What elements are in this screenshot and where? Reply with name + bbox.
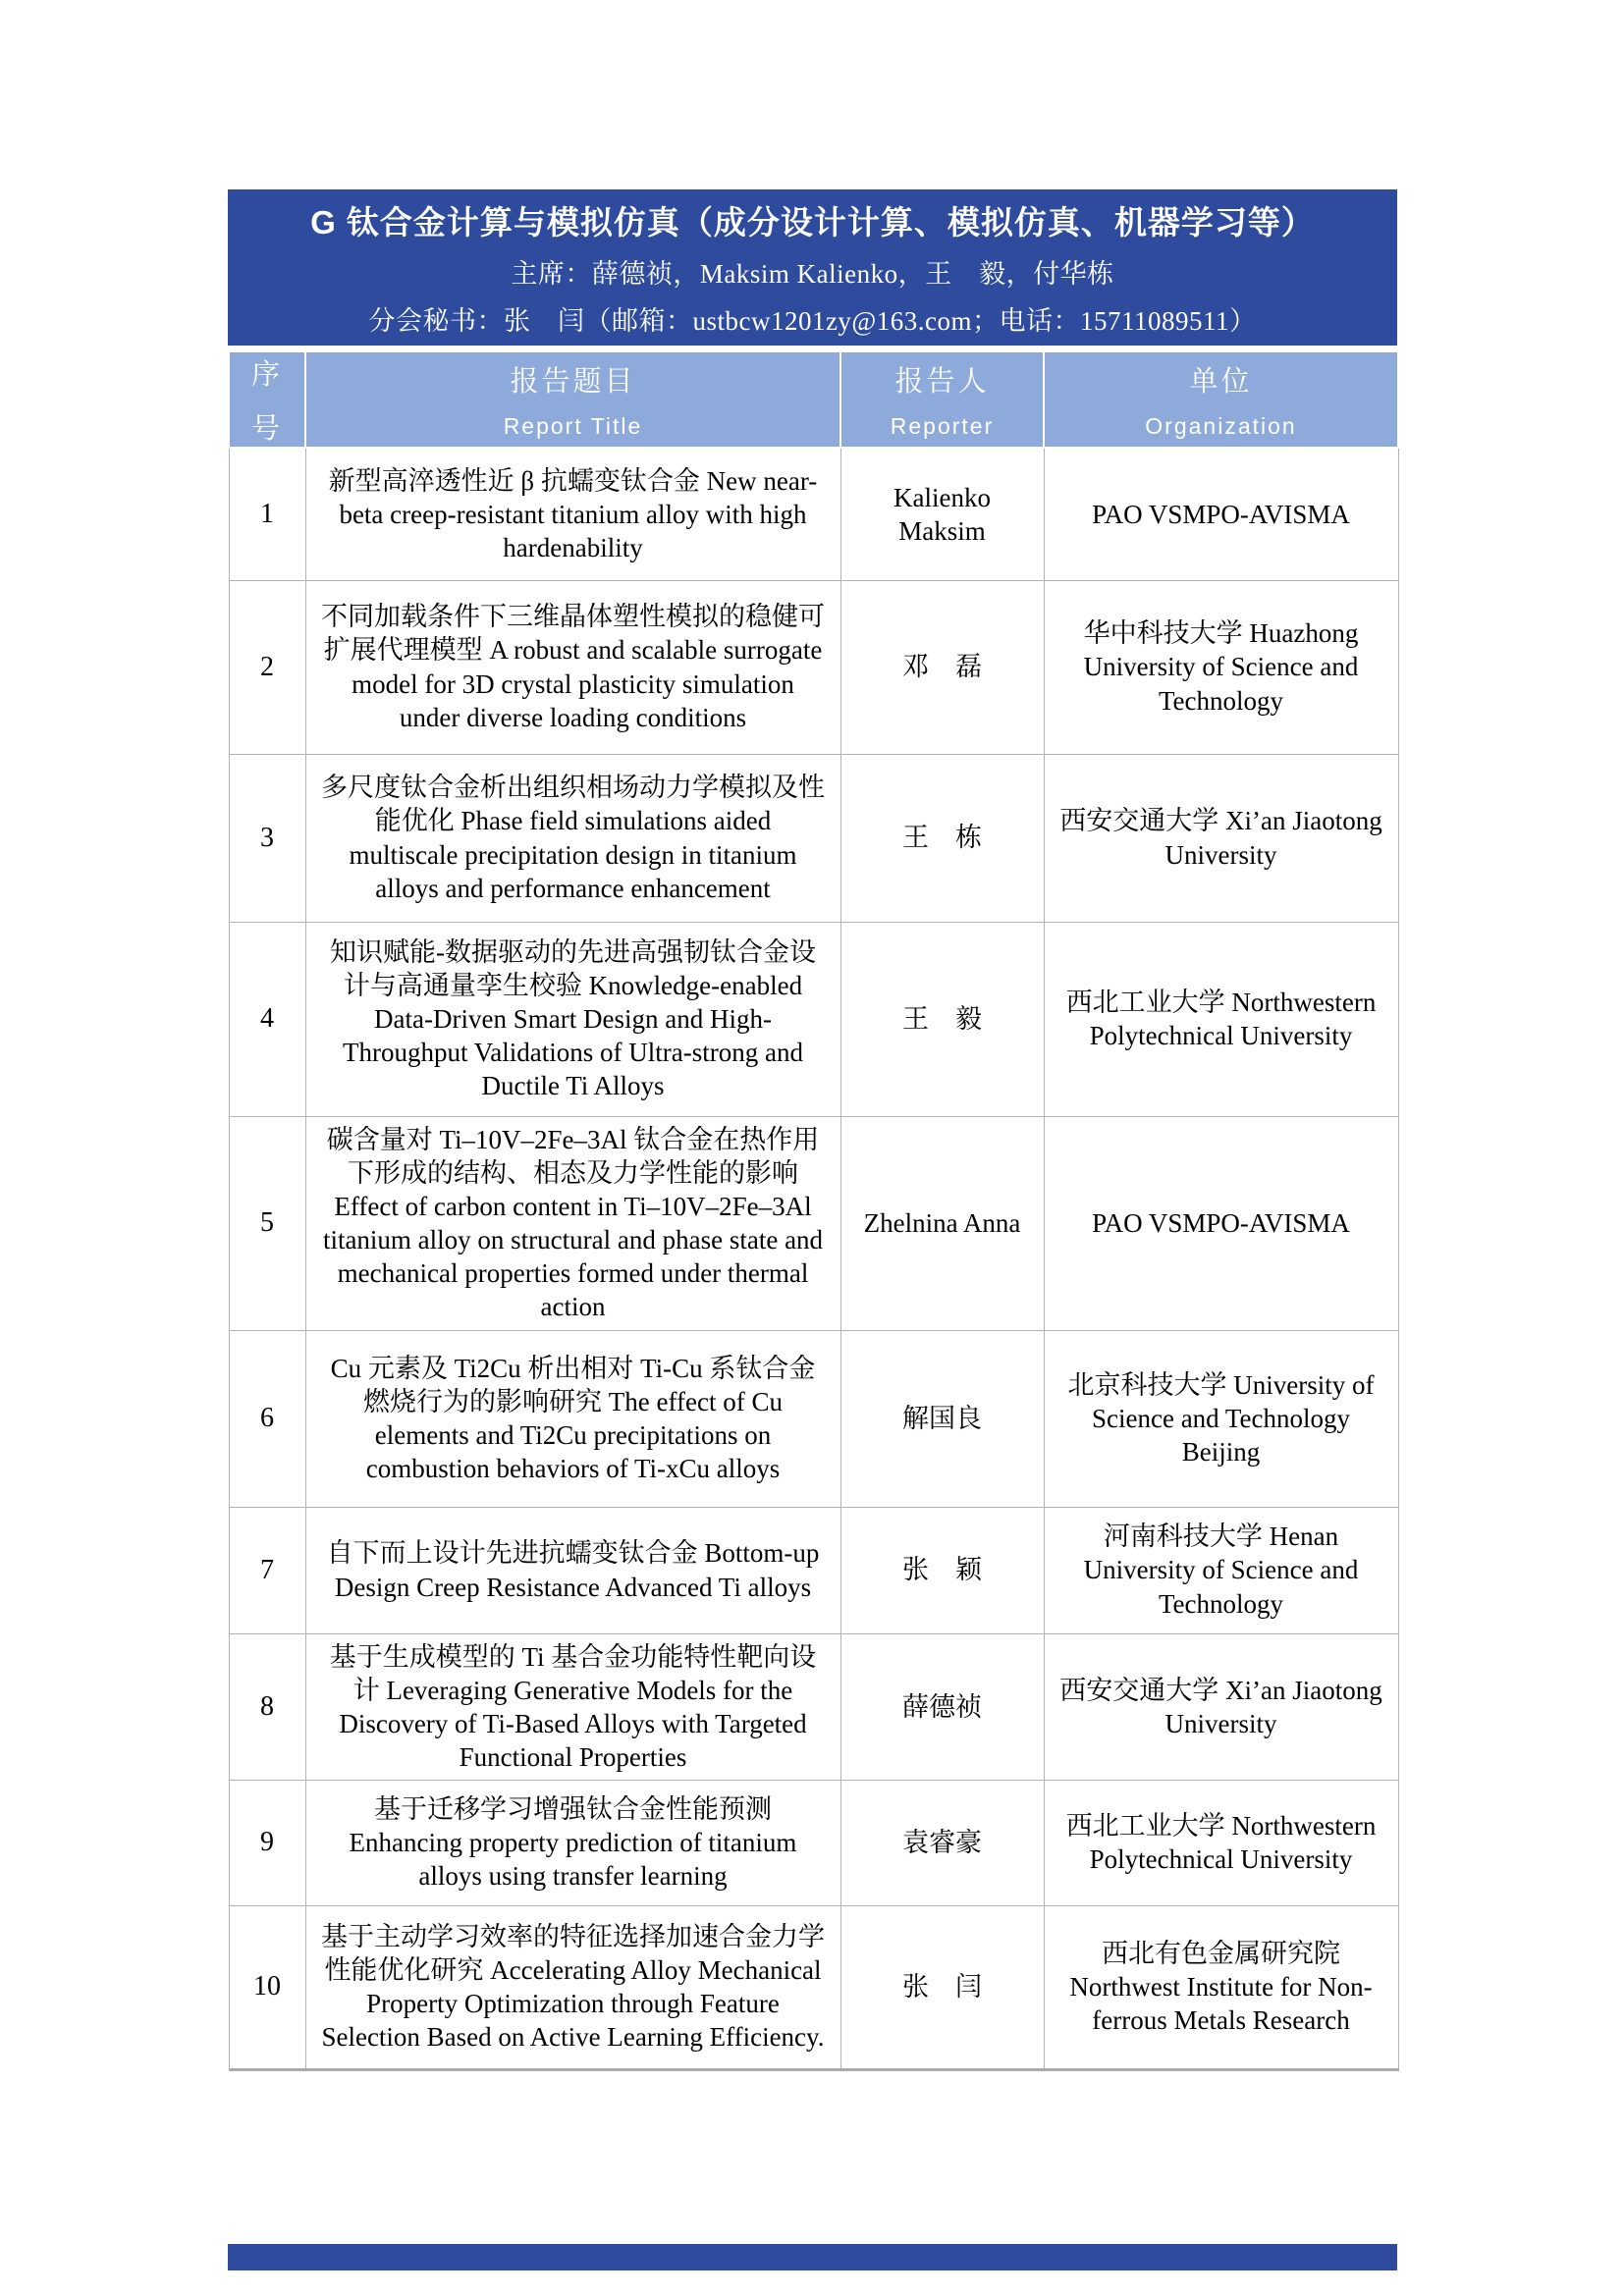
cell-organization: 西北工业大学 Northwestern Polytechnical University xyxy=(1044,922,1398,1116)
cell-report-title: 碳含量对 Ti–10V–2Fe–3Al 钛合金在热作用下形成的结构、相态及力学性能的影响 Effect of carbon content in Ti–10V–2Fe–3Al titanium alloy on structural and phase state and mechanical properties formed under thermal action xyxy=(305,1116,840,1330)
cell-reporter: 王 栋 xyxy=(840,754,1044,922)
col-header-reporter-en: Reporter xyxy=(890,413,995,439)
session-chairs: 主席：薛德祯，Maksim Kalienko，王 毅，付华栋 xyxy=(511,259,1114,289)
cell-report-title: 基于生成模型的 Ti 基合金功能特性靶向设计 Leveraging Generative Models for the Discovery of Ti-Based Alloys with Targeted Functional Properties xyxy=(305,1633,840,1780)
table-row xyxy=(229,1905,1398,2069)
cell-organization: 西北有色金属研究院 Northwest Institute for Non-ferrous Metals Research xyxy=(1044,1905,1398,2069)
cell-index: 3 xyxy=(229,754,305,922)
cell-index: 4 xyxy=(229,922,305,1116)
cell-reporter: 张 颖 xyxy=(840,1507,1044,1633)
col-header-report-title-en: Report Title xyxy=(503,413,643,439)
table-row xyxy=(229,580,1398,754)
program-table xyxy=(228,350,1399,2071)
cell-reporter: 解国良 xyxy=(840,1330,1044,1507)
table-header-row xyxy=(229,351,1398,448)
cell-index: 9 xyxy=(229,1780,305,1905)
cell-reporter: 薛德祯 xyxy=(840,1633,1044,1780)
cell-reporter: 张 闫 xyxy=(840,1905,1044,2069)
cell-index: 1 xyxy=(229,448,305,580)
next-section-header-bar-cutoff xyxy=(228,2244,1397,2270)
table-row xyxy=(229,1330,1398,1507)
table-row xyxy=(229,754,1398,922)
cell-organization: 华中科技大学 Huazhong University of Science and Technology xyxy=(1044,580,1398,754)
cell-report-title: 基于迁移学习增强钛合金性能预测 Enhancing property prediction of titanium alloys using transfer learning xyxy=(305,1780,840,1905)
cell-reporter: 王 毅 xyxy=(840,922,1044,1116)
table-row xyxy=(229,1507,1398,1633)
col-header-organization-en: Organization xyxy=(1145,413,1297,439)
col-header-report-title xyxy=(305,351,840,448)
col-header-index-zh-2: 号 xyxy=(250,413,283,445)
cell-index: 8 xyxy=(229,1633,305,1780)
cell-reporter: Zhelnina Anna xyxy=(840,1116,1044,1330)
col-header-reporter-zh: 报告人 xyxy=(894,366,990,398)
col-header-organization-zh: 单位 xyxy=(1189,366,1253,398)
session-title: G 钛合金计算与模拟仿真（成分设计计算、模拟仿真、机器学习等） xyxy=(310,204,1315,240)
cell-report-title: 自下而上设计先进抗蠕变钛合金 Bottom-up Design Creep Resistance Advanced Ti alloys xyxy=(305,1507,840,1633)
cell-organization: 北京科技大学 University of Science and Technology Beijing xyxy=(1044,1330,1398,1507)
table-body xyxy=(229,448,1398,2069)
col-header-report-title-zh: 报告题目 xyxy=(510,366,636,398)
cell-reporter: 袁睿豪 xyxy=(840,1780,1044,1905)
cell-organization: 河南科技大学 Henan University of Science and Technology xyxy=(1044,1507,1398,1633)
cell-organization: 西安交通大学 Xi’an Jiaotong University xyxy=(1044,1633,1398,1780)
session-header xyxy=(228,189,1397,346)
cell-index: 10 xyxy=(229,1905,305,2069)
col-header-index-zh-1: 序 xyxy=(250,359,283,391)
col-header-organization xyxy=(1044,351,1398,448)
table-row xyxy=(229,1116,1398,1330)
cell-report-title: 知识赋能-数据驱动的先进高强韧钛合金设计与高通量孪生校验 Knowledge-enabled Data-Driven Smart Design and High-Throughput Validations of Ultra-strong and Ductile Ti Alloys xyxy=(305,922,840,1116)
table-row xyxy=(229,1780,1398,1905)
col-header-reporter xyxy=(840,351,1044,448)
cell-organization: PAO VSMPO-AVISMA xyxy=(1044,448,1398,580)
table-row xyxy=(229,1633,1398,1780)
cell-organization: 西安交通大学 Xi’an Jiaotong University xyxy=(1044,754,1398,922)
cell-organization: PAO VSMPO-AVISMA xyxy=(1044,1116,1398,1330)
cell-reporter: 邓 磊 xyxy=(840,580,1044,754)
cell-index: 5 xyxy=(229,1116,305,1330)
cell-index: 7 xyxy=(229,1507,305,1633)
cell-organization: 西北工业大学 Northwestern Polytechnical University xyxy=(1044,1780,1398,1905)
cell-report-title: 多尺度钛合金析出组织相场动力学模拟及性能优化 Phase field simulations aided multiscale precipitation design in titanium alloys and performance enhancement xyxy=(305,754,840,922)
cell-reporter: Kalienko Maksim xyxy=(840,448,1044,580)
cell-index: 2 xyxy=(229,580,305,754)
table-row xyxy=(229,448,1398,580)
cell-report-title: 不同加载条件下三维晶体塑性模拟的稳健可扩展代理模型 A robust and scalable surrogate model for 3D crystal plasticity simulation under diverse loading conditions xyxy=(305,580,840,754)
cell-report-title: 新型高淬透性近 β 抗蠕变钛合金 New near-beta creep-resistant titanium alloy with high hardenability xyxy=(305,448,840,580)
cell-index: 6 xyxy=(229,1330,305,1507)
cell-report-title: 基于主动学习效率的特征选择加速合金力学性能优化研究 Accelerating Alloy Mechanical Property Optimization through Feature Selection Based on Active Learning Efficiency. xyxy=(305,1905,840,2069)
col-header-index xyxy=(229,351,305,448)
table-row xyxy=(229,922,1398,1116)
session-secretary: 分会秘书：张 闫（邮箱：ustbcw1201zy@163.com；电话：15711089511） xyxy=(368,306,1257,336)
cell-report-title: Cu 元素及 Ti2Cu 析出相对 Ti-Cu 系钛合金燃烧行为的影响研究 The effect of Cu elements and Ti2Cu precipitations on combustion behaviors of Ti-xCu alloys xyxy=(305,1330,840,1507)
